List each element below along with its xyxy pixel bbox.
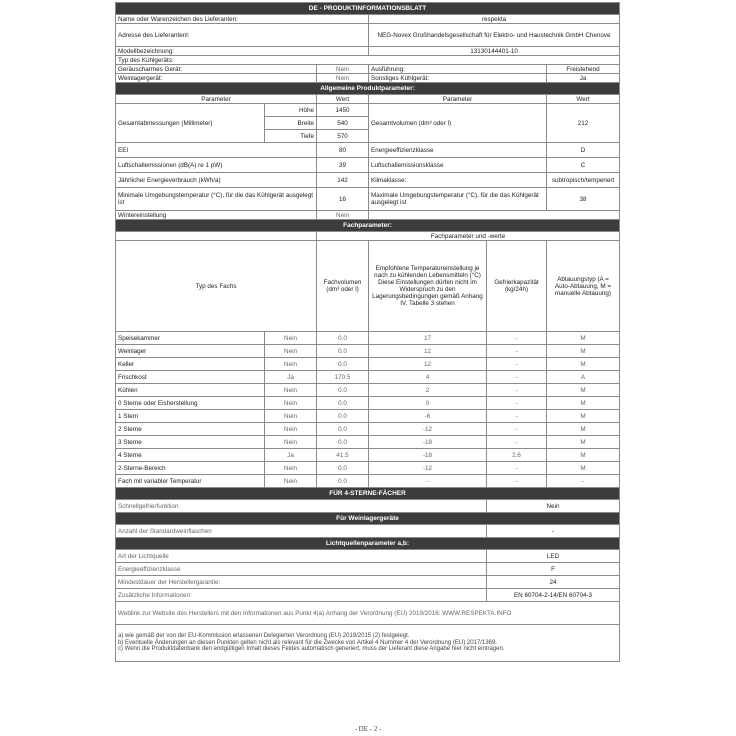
general-label: Luftschallemissionsklasse	[369, 158, 547, 173]
compartments-header: Fachparameter:	[116, 220, 620, 232]
compartment-present: Nein	[265, 410, 317, 423]
sheet-title: DE - PRODUKTINFORMATIONSBLATT	[116, 3, 620, 15]
compartment-freeze: -	[487, 475, 547, 488]
compartment-temperature: -18	[369, 449, 487, 462]
compartment-defrost: M	[547, 423, 620, 436]
compartment-row	[116, 345, 620, 358]
light-value: EN 60704-2-14/EN 60704-3	[487, 589, 620, 602]
info-table	[115, 2, 620, 662]
compartment-name: Fach mit variabler Temperatur	[116, 475, 265, 488]
compartment-freeze: -	[487, 358, 547, 371]
light-label: Energieeffizienzklasse	[116, 563, 487, 576]
type-detail-value: Freistehend	[547, 65, 620, 74]
type-detail-label: Weinlagergerät:	[116, 74, 317, 83]
compartment-freeze: -	[487, 332, 547, 345]
wine-row	[116, 525, 620, 538]
dimension-name: Höhe	[265, 104, 317, 117]
compartment-freeze: -	[487, 423, 547, 436]
page-number: - DE - 2 -	[354, 725, 382, 733]
general-label: Jährlicher Energieverbrauch (kWh/a)	[116, 173, 317, 188]
dimension-name: Breite	[265, 117, 317, 130]
compartment-temperature: -6	[369, 410, 487, 423]
compartment-freeze: -	[487, 397, 547, 410]
compartment-volume: 0.0	[317, 436, 369, 449]
general-value: 38	[547, 188, 620, 211]
general-value: subtropisch/temperiert	[547, 173, 620, 188]
supplier-name-label: Name oder Warenzeichen des Lieferanten:	[116, 15, 369, 24]
general-header-row	[116, 83, 620, 95]
general-label: Luftschallemissionen (dB(A) re 1 pW)	[116, 158, 317, 173]
compartment-freeze: -	[487, 436, 547, 449]
type-row	[116, 56, 620, 65]
general-label: Energieeffizienzklasse	[369, 143, 547, 158]
supplier-address-value: NEG-Novex Großhandelsgesellschaft für Elektro- und Haustechnik GmbH Chenove	[369, 24, 620, 47]
product-information-sheet	[115, 2, 619, 662]
general-label: Klimaklasse:	[369, 173, 547, 188]
general-label: EEI	[116, 143, 317, 158]
compartment-defrost: M	[547, 449, 620, 462]
model-label: Modellbezeichnung:	[116, 47, 369, 56]
type-detail-label: Geräuscharmes Gerät:	[116, 65, 317, 74]
compartment-present: Nein	[265, 397, 317, 410]
general-columns-row	[116, 95, 620, 104]
four-star-header-row	[116, 488, 620, 500]
compartment-row	[116, 462, 620, 475]
four-star-header: FÜR 4-STERNE-FÄCHER	[116, 488, 620, 500]
general-value: D	[547, 143, 620, 158]
type-detail-row	[116, 65, 620, 74]
winter-row	[116, 211, 620, 220]
general-label: Maximale Umgebungstemperatur (°C), für die das Kühlgerät ausgelegt ist	[369, 188, 547, 211]
type-detail-value: Nein	[317, 74, 369, 83]
general-row	[116, 173, 620, 188]
light-value: F	[487, 563, 620, 576]
supplier-address-row	[116, 24, 620, 47]
compartments-subheader-row	[116, 232, 620, 241]
compartment-present: Nein	[265, 384, 317, 397]
compartment-defrost: M	[547, 332, 620, 345]
compartment-row	[116, 436, 620, 449]
col-volume: Fachvolumen (dm³ oder l)	[317, 241, 369, 332]
compartment-row	[116, 358, 620, 371]
light-value: 24	[487, 576, 620, 589]
wine-header: Für Weinlagergeräte	[116, 513, 620, 525]
compartment-name: 0 Sterne oder Eisherstellung	[116, 397, 265, 410]
type-detail-value: Nein	[317, 65, 369, 74]
col-temperature: Empfohlene Temperatureinstellung je nach zu kühlenden Lebensmitteln (°C) Diese Einstellungen dürfen nicht im Widerspruch zu den Lagerungsbedingungen gemäß Anhang IV, Tabelle 3 stehen	[369, 241, 487, 332]
compartment-row	[116, 397, 620, 410]
compartment-temperature: -12	[369, 462, 487, 475]
wine-header-row	[116, 513, 620, 525]
compartment-name: Frischkost	[116, 371, 265, 384]
type-detail-label: Ausführung:	[369, 65, 547, 74]
light-header-row	[116, 538, 620, 550]
col-freeze-capacity: Gefrierkapazität (kg/24h)	[487, 241, 547, 332]
winter-value: Nein	[317, 211, 369, 220]
compartment-volume: 0.0	[317, 358, 369, 371]
weblink: Weblink zur Website des Herstellers mit den Informationen aus Punkt 4(a) Anhang der Verordnung (EU) 2019/2016: WWW.RESPEKTA.INFO	[116, 602, 620, 625]
compartment-name: 4 Sterne	[116, 449, 265, 462]
footnotes	[116, 625, 620, 662]
compartment-name: 2 Sterne	[116, 423, 265, 436]
light-row	[116, 550, 620, 563]
dimensions-label: Gesamtabmessungen (Millimeter)	[116, 104, 265, 143]
compartment-name: Weinlager	[116, 345, 265, 358]
compartment-name: 3 Sterne	[116, 436, 265, 449]
compartment-present: Nein	[265, 436, 317, 449]
compartment-row	[116, 423, 620, 436]
compartment-defrost: -	[547, 475, 620, 488]
light-header: Lichtquellenparameter a,b:	[116, 538, 620, 550]
compartment-volume: 170.5	[317, 371, 369, 384]
general-value: 16	[317, 188, 369, 211]
compartment-defrost: M	[547, 397, 620, 410]
compartment-name: Kühlen	[116, 384, 265, 397]
compartment-row	[116, 410, 620, 423]
general-value: 142	[317, 173, 369, 188]
general-header: Allgemeine Produktparameter:	[116, 83, 620, 95]
light-row	[116, 589, 620, 602]
light-label: Mindestdauer der Herstellergarantie:	[116, 576, 487, 589]
title-row	[116, 3, 620, 15]
compartment-present: Ja	[265, 371, 317, 384]
compartment-name: 2-Sterne-Bereich	[116, 462, 265, 475]
compartment-temperature: -	[369, 475, 487, 488]
light-row	[116, 563, 620, 576]
empty-cell	[369, 211, 620, 220]
footnotes-row	[116, 625, 620, 662]
compartment-name: Keller	[116, 358, 265, 371]
general-row	[116, 143, 620, 158]
col-parameter: Parameter	[369, 95, 547, 104]
compartment-row	[116, 332, 620, 345]
compartment-defrost: M	[547, 462, 620, 475]
compartment-freeze: 2.6	[487, 449, 547, 462]
general-value: 80	[317, 143, 369, 158]
compartment-row	[116, 371, 620, 384]
compartment-volume: 0.0	[317, 475, 369, 488]
col-defrost: Abtauungstyp (A = Auto-Abtauung, M = manuelle Abtauung)	[547, 241, 620, 332]
col-value: Wert	[317, 95, 369, 104]
dimension-value: 540	[317, 117, 369, 130]
footnote: a) wie gemäß der von der EU-Kommission erlassenen Delegierten Verordnung (EU) 2019/2015 (2) festgelegt.	[118, 633, 410, 640]
compartment-volume: 0.0	[317, 397, 369, 410]
compartment-present: Ja	[265, 449, 317, 462]
compartment-temperature: 17	[369, 332, 487, 345]
compartment-defrost: M	[547, 436, 620, 449]
compartment-defrost: M	[547, 384, 620, 397]
general-label: Minimale Umgebungstemperatur (°C), für die das Kühlgerät ausgelegt ist	[116, 188, 317, 211]
compartment-name: 1 Stern	[116, 410, 265, 423]
weblink-row	[116, 602, 620, 625]
compartment-temperature: -12	[369, 423, 487, 436]
volume-value: 212	[547, 104, 620, 143]
dimension-value: 570	[317, 130, 369, 143]
compartment-temperature: 2	[369, 384, 487, 397]
dimension-value: 1450	[317, 104, 369, 117]
fast-freeze-value: Nein	[487, 500, 620, 513]
compartment-name: Speisekammer	[116, 332, 265, 345]
compartment-defrost: M	[547, 410, 620, 423]
supplier-address-label: Adresse des Lieferantenl:	[116, 24, 369, 47]
compartments-header-row	[116, 220, 620, 232]
wine-bottles-value: -	[487, 525, 620, 538]
type-detail-row	[116, 74, 620, 83]
volume-label: Gesamtvolumen (dm³ oder l)	[369, 104, 547, 143]
compartment-row	[116, 449, 620, 462]
dimension-name: Tiefe	[265, 130, 317, 143]
model-row	[116, 47, 620, 56]
compartment-present: Nein	[265, 358, 317, 371]
type-detail-value: Ja	[547, 74, 620, 83]
compartment-defrost: M	[547, 345, 620, 358]
compartment-present: Nein	[265, 423, 317, 436]
compartment-freeze: -	[487, 410, 547, 423]
footnote: b) Eventuelle Änderungen an diesen Punkten gelten nicht als relevant für die Zwecke von Artikel 4 Nummer 4 der Verordnung (EU) 2017/1369.	[118, 639, 497, 646]
model-value: 13130144401-10	[369, 47, 620, 56]
compartment-volume: 0.0	[317, 423, 369, 436]
compartment-present: Nein	[265, 475, 317, 488]
general-value: C	[547, 158, 620, 173]
compartment-row	[116, 475, 620, 488]
compartment-temperature: 0	[369, 397, 487, 410]
compartment-freeze: -	[487, 384, 547, 397]
compartment-volume: 0.0	[317, 462, 369, 475]
compartment-freeze: -	[487, 371, 547, 384]
compartment-temperature: 4	[369, 371, 487, 384]
col-parameter: Parameter	[116, 95, 317, 104]
empty-cell	[116, 232, 317, 241]
compartment-row	[116, 384, 620, 397]
compartment-volume: 0.0	[317, 384, 369, 397]
four-star-row	[116, 500, 620, 513]
compartment-temperature: -18	[369, 436, 487, 449]
light-value: LED	[487, 550, 620, 563]
general-row	[116, 188, 620, 211]
compartment-temperature: 12	[369, 358, 487, 371]
compartment-volume: 0.0	[317, 410, 369, 423]
col-compartment-type: Typ des Fachs	[116, 241, 317, 332]
general-value: 39	[317, 158, 369, 173]
dimension-row	[116, 104, 620, 117]
wine-bottles-label: Anzahl der Standardweinflaschen	[116, 525, 487, 538]
compartment-present: Nein	[265, 462, 317, 475]
compartments-columns-row	[116, 241, 620, 332]
type-detail-label: Sonstiges Kühlgerät:	[369, 74, 547, 83]
compartment-defrost: M	[547, 358, 620, 371]
compartment-volume: 0.0	[317, 345, 369, 358]
col-value: Wert	[547, 95, 620, 104]
light-label: Art der Lichtquelle	[116, 550, 487, 563]
general-row	[116, 158, 620, 173]
light-row	[116, 576, 620, 589]
supplier-name-row	[116, 15, 620, 24]
compartment-temperature: 12	[369, 345, 487, 358]
compartment-freeze: -	[487, 345, 547, 358]
compartment-present: Nein	[265, 345, 317, 358]
winter-label: Wintereinstellung	[116, 211, 317, 220]
fast-freeze-label: Schnellgefrierfunktion	[116, 500, 487, 513]
compartment-defrost: A	[547, 371, 620, 384]
supplier-name-value: respekta	[369, 15, 620, 24]
compartment-volume: 0.0	[317, 332, 369, 345]
compartment-volume: 41.5	[317, 449, 369, 462]
footnote: c) Wenn die Produktdatenbank den endgültigen Inhalt dieses Feldes automatisch generiert, muss der Lieferant diese Angabe hier nicht eintragen.	[118, 646, 505, 653]
compartment-present: Nein	[265, 332, 317, 345]
light-label: Zusätzliche Informationen:	[116, 589, 487, 602]
compartment-freeze: -	[487, 462, 547, 475]
compartments-subheader: Fachparameter und -werte	[317, 232, 620, 241]
type-label: Typ des Kühlgeräts:	[116, 56, 620, 65]
